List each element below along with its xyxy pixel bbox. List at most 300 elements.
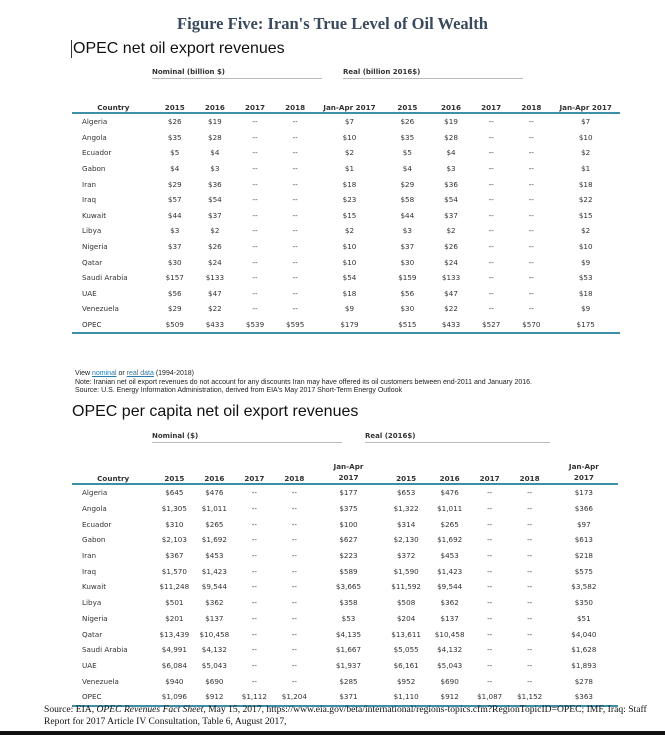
value-cell: -- xyxy=(292,257,298,267)
value-cell: -- xyxy=(528,164,534,174)
value-cell: $1,893 xyxy=(571,660,597,670)
country-name: Algeria xyxy=(82,117,108,127)
value-cell: $3 xyxy=(170,226,180,236)
table-row xyxy=(72,270,620,286)
value-cell: $1,096 xyxy=(161,692,187,702)
country-name: Qatar xyxy=(82,257,103,267)
value-cell: $2,130 xyxy=(393,535,419,545)
value-cell: $35 xyxy=(167,132,182,142)
value-cell: $7 xyxy=(581,117,591,127)
country-name: UAE xyxy=(82,660,97,670)
value-cell: -- xyxy=(528,210,534,220)
value-cell: $372 xyxy=(396,551,416,561)
value-cell: -- xyxy=(528,257,534,267)
value-cell: -- xyxy=(528,288,534,298)
value-cell: -- xyxy=(291,551,297,561)
value-cell: $508 xyxy=(396,598,416,608)
value-cell: $19 xyxy=(444,117,458,127)
value-cell: $4,040 xyxy=(571,629,597,639)
country-name: Iran xyxy=(82,179,97,189)
table-row xyxy=(72,239,620,255)
country-name: Angola xyxy=(82,132,107,142)
country-name: Iran xyxy=(82,551,97,561)
value-cell: $6,084 xyxy=(161,660,187,670)
value-cell: -- xyxy=(292,210,298,220)
value-cell: $53 xyxy=(341,613,356,623)
value-cell: -- xyxy=(488,148,494,158)
value-cell: -- xyxy=(527,535,533,545)
value-cell: -- xyxy=(527,613,533,623)
value-cell: -- xyxy=(528,179,534,189)
value-cell: $36 xyxy=(444,179,458,189)
value-cell: $137 xyxy=(440,613,459,623)
value-cell: -- xyxy=(251,535,257,545)
value-cell: $3,582 xyxy=(571,582,597,592)
value-cell: -- xyxy=(292,242,298,252)
value-cell: -- xyxy=(251,566,257,576)
value-cell: $201 xyxy=(165,613,184,623)
value-cell: -- xyxy=(251,676,257,686)
source-text: Source: U.S. Energy Information Administration, derived from EIA's May 2017 Short-Term Energy Outlook xyxy=(75,387,402,394)
value-cell: $11,592 xyxy=(391,582,421,592)
value-cell: -- xyxy=(488,273,494,283)
value-cell: -- xyxy=(487,582,493,592)
value-cell: $18 xyxy=(342,179,357,189)
value-cell: $6,161 xyxy=(393,660,419,670)
value-cell: $3 xyxy=(210,164,220,174)
value-cell: $278 xyxy=(574,676,593,686)
value-cell: $350 xyxy=(574,598,593,608)
value-cell: $13,611 xyxy=(391,629,421,639)
value-cell: -- xyxy=(252,179,258,189)
value-cell: $18 xyxy=(578,288,593,298)
value-cell: -- xyxy=(487,535,493,545)
country-name: Ecuador xyxy=(82,148,112,158)
table1-notes xyxy=(75,370,635,396)
value-cell: $2 xyxy=(446,226,456,236)
value-cell: $10 xyxy=(342,257,357,267)
value-cell: $54 xyxy=(342,273,357,283)
value-cell: -- xyxy=(487,629,493,639)
value-cell: $1 xyxy=(581,164,591,174)
value-cell: -- xyxy=(291,566,297,576)
value-cell: -- xyxy=(528,273,534,283)
value-cell: $3 xyxy=(402,226,412,236)
header-cell: 2018 xyxy=(284,474,305,483)
value-cell: $218 xyxy=(574,551,593,561)
table1 xyxy=(72,98,620,334)
value-cell: $47 xyxy=(208,288,222,298)
value-cell: -- xyxy=(488,304,494,314)
value-cell: -- xyxy=(488,117,494,127)
value-cell: $54 xyxy=(208,195,222,205)
value-cell: $223 xyxy=(339,551,358,561)
value-cell: $285 xyxy=(339,676,358,686)
value-cell: $4 xyxy=(402,164,412,174)
header-cell: 2018 xyxy=(285,103,306,112)
country-name: Algeria xyxy=(82,488,108,498)
value-cell: -- xyxy=(251,629,257,639)
country-name: Venezuela xyxy=(82,304,119,314)
country-name: Kuwait xyxy=(82,582,107,592)
value-cell: $358 xyxy=(339,598,358,608)
value-cell: $29 xyxy=(400,179,415,189)
value-cell: $26 xyxy=(444,242,458,252)
country-name: Saudi Arabia xyxy=(82,273,128,283)
value-cell: $4 xyxy=(170,164,180,174)
value-cell: $453 xyxy=(440,551,459,561)
value-cell: $53 xyxy=(578,273,593,283)
value-cell: $310 xyxy=(165,519,184,529)
value-cell: $23 xyxy=(342,195,357,205)
value-cell: $5 xyxy=(170,148,180,158)
table-row xyxy=(72,145,620,161)
value-cell: -- xyxy=(292,195,298,205)
header-cell: Jan-Apr 2017 xyxy=(559,103,612,112)
table-row xyxy=(72,532,618,548)
header-cell: 2018 xyxy=(519,474,540,483)
header-cell: 2015 xyxy=(396,474,417,483)
value-cell: $44 xyxy=(167,210,182,220)
value-cell: $1,011 xyxy=(437,504,463,514)
value-cell: -- xyxy=(251,613,257,623)
value-cell: $4,135 xyxy=(335,629,362,639)
value-cell: -- xyxy=(291,598,297,608)
value-cell: -- xyxy=(488,226,494,236)
value-cell: $22 xyxy=(578,195,593,205)
value-cell: $4 xyxy=(446,148,456,158)
or-text: or xyxy=(116,370,127,377)
value-cell: $37 xyxy=(400,242,415,252)
value-cell: -- xyxy=(292,288,298,298)
header-cell: 2017 xyxy=(479,474,500,483)
value-cell: $133 xyxy=(441,273,461,283)
value-cell: $589 xyxy=(339,566,358,576)
table-row xyxy=(72,113,620,130)
value-cell: -- xyxy=(487,519,493,529)
value-cell: $627 xyxy=(339,535,358,545)
value-cell: $22 xyxy=(208,304,222,314)
value-cell: -- xyxy=(527,660,533,670)
table-row xyxy=(72,579,618,595)
value-cell: $19 xyxy=(208,117,222,127)
value-cell: -- xyxy=(527,504,533,514)
country-name: Gabon xyxy=(82,535,106,545)
value-cell: $1,667 xyxy=(335,645,362,655)
country-name: Iraq xyxy=(82,566,97,576)
value-cell: $1,423 xyxy=(201,566,227,576)
view-data-line xyxy=(75,370,635,379)
value-cell: $30 xyxy=(167,257,182,267)
value-cell: -- xyxy=(252,304,258,314)
value-cell: $18 xyxy=(578,179,593,189)
value-cell: $509 xyxy=(165,320,184,330)
value-cell: -- xyxy=(251,598,257,608)
value-cell: -- xyxy=(252,210,258,220)
value-cell: $24 xyxy=(208,257,222,267)
value-cell: -- xyxy=(487,645,493,655)
country-name: Nigeria xyxy=(82,613,108,623)
value-cell: -- xyxy=(527,488,533,498)
value-cell: -- xyxy=(251,660,257,670)
value-cell: -- xyxy=(487,676,493,686)
real-data-link[interactable]: real data xyxy=(126,370,154,377)
value-cell: $9 xyxy=(581,304,591,314)
citation-prefix: Source: EIA, xyxy=(44,704,97,715)
header-cell: 2016 xyxy=(441,103,462,112)
value-cell: -- xyxy=(291,582,297,592)
value-cell: $1,112 xyxy=(241,692,267,702)
value-cell: -- xyxy=(251,582,257,592)
value-cell: -- xyxy=(252,132,258,142)
country-name: Ecuador xyxy=(82,519,112,529)
value-cell: -- xyxy=(251,645,257,655)
table-row xyxy=(72,254,620,270)
country-name: Angola xyxy=(82,504,107,514)
value-cell: $1,110 xyxy=(393,692,419,702)
table2-group-nominal: Nominal ($) xyxy=(152,432,342,443)
value-cell: $37 xyxy=(167,242,182,252)
value-cell: -- xyxy=(487,566,493,576)
value-cell: $204 xyxy=(396,613,416,623)
value-cell: -- xyxy=(527,629,533,639)
value-cell: $1,692 xyxy=(201,535,227,545)
value-cell: $9 xyxy=(581,257,591,267)
value-cell: $175 xyxy=(576,320,595,330)
value-cell: $1,590 xyxy=(393,566,419,576)
value-cell: $133 xyxy=(205,273,225,283)
country-name: OPEC xyxy=(82,692,102,702)
value-cell: $30 xyxy=(400,257,415,267)
value-cell: -- xyxy=(528,132,534,142)
header-country: Country xyxy=(97,474,130,483)
header-cell: Jan-Apr 2017 xyxy=(568,462,599,482)
value-cell: -- xyxy=(527,598,533,608)
table-row xyxy=(72,611,618,627)
header-cell: 2016 xyxy=(204,103,225,112)
value-cell: -- xyxy=(292,117,298,127)
total-row xyxy=(72,317,620,334)
value-cell: $265 xyxy=(205,519,224,529)
table2-group-real: Real (2016$) xyxy=(365,432,550,443)
value-cell: $613 xyxy=(574,535,593,545)
figure-title: Figure Five: Iran's True Level of Oil Wealth xyxy=(177,14,488,33)
table2 xyxy=(72,447,618,707)
table-row xyxy=(72,642,618,658)
value-cell: -- xyxy=(291,629,297,639)
value-cell: $1,011 xyxy=(201,504,227,514)
value-cell: $375 xyxy=(339,504,358,514)
header-cell: 2016 xyxy=(204,474,225,483)
value-cell: $56 xyxy=(400,288,415,298)
table-row xyxy=(72,223,620,239)
page-bottom-edge xyxy=(0,731,665,735)
value-cell: $367 xyxy=(165,551,184,561)
country-name: Saudi Arabia xyxy=(82,645,128,655)
value-cell: $10 xyxy=(342,132,357,142)
value-cell: $653 xyxy=(396,488,416,498)
value-cell: $366 xyxy=(574,504,593,514)
value-cell: -- xyxy=(527,566,533,576)
value-cell: $9,544 xyxy=(437,582,463,592)
value-cell: $645 xyxy=(165,488,184,498)
value-cell: -- xyxy=(528,242,534,252)
value-cell: -- xyxy=(487,613,493,623)
header-country: Country xyxy=(97,103,130,112)
value-cell: -- xyxy=(488,132,494,142)
value-cell: $4 xyxy=(210,148,220,158)
table-row xyxy=(72,563,618,579)
value-cell: -- xyxy=(488,288,494,298)
table-row xyxy=(72,626,618,642)
value-cell: -- xyxy=(252,164,258,174)
value-cell: $1 xyxy=(344,164,355,174)
value-cell: -- xyxy=(291,613,297,623)
country-name: Kuwait xyxy=(82,210,107,220)
value-cell: $539 xyxy=(245,320,265,330)
value-cell: -- xyxy=(527,676,533,686)
value-cell: -- xyxy=(488,195,494,205)
value-cell: -- xyxy=(251,519,257,529)
view-prefix: View xyxy=(75,370,92,377)
value-cell: -- xyxy=(291,519,297,529)
country-name: Libya xyxy=(82,226,102,236)
value-cell: $912 xyxy=(440,692,459,702)
value-cell: $37 xyxy=(444,210,458,220)
value-cell: $690 xyxy=(440,676,459,686)
value-cell: $2 xyxy=(344,148,355,158)
value-cell: $137 xyxy=(205,613,224,623)
table-row xyxy=(72,192,620,208)
country-name: Gabon xyxy=(82,164,106,174)
value-cell: $9 xyxy=(344,304,355,314)
header-cell: 2017 xyxy=(245,103,266,112)
table-row xyxy=(72,673,618,689)
value-cell: $690 xyxy=(205,676,224,686)
table2-title: OPEC per capita net oil export revenues xyxy=(72,403,359,420)
value-cell: $1,322 xyxy=(393,504,419,514)
value-cell: $940 xyxy=(165,676,184,686)
table-row xyxy=(72,658,618,674)
header-cell: 2015 xyxy=(164,474,185,483)
value-cell: $26 xyxy=(167,117,182,127)
value-cell: -- xyxy=(252,148,258,158)
value-cell: $362 xyxy=(440,598,459,608)
header-row xyxy=(72,98,620,113)
value-cell: -- xyxy=(487,504,493,514)
value-cell: $159 xyxy=(398,273,417,283)
value-cell: -- xyxy=(292,304,298,314)
value-cell: -- xyxy=(291,488,297,498)
value-cell: $4,132 xyxy=(437,645,463,655)
header-cell: 2015 xyxy=(164,103,185,112)
value-cell: $29 xyxy=(167,179,182,189)
value-cell: $575 xyxy=(574,566,593,576)
value-cell: -- xyxy=(291,660,297,670)
value-cell: $57 xyxy=(167,195,182,205)
value-cell: $952 xyxy=(396,676,416,686)
table-row xyxy=(72,516,618,532)
header-row xyxy=(72,447,618,484)
value-cell: $2 xyxy=(581,226,591,236)
table-row xyxy=(72,208,620,224)
value-cell: $100 xyxy=(339,519,358,529)
value-cell: $527 xyxy=(482,320,501,330)
value-cell: $2 xyxy=(344,226,355,236)
value-cell: $362 xyxy=(205,598,224,608)
value-cell: $29 xyxy=(167,304,182,314)
table-row xyxy=(72,484,618,501)
source-citation xyxy=(44,704,664,728)
value-cell: $4,991 xyxy=(161,645,187,655)
value-cell: $2,103 xyxy=(161,535,187,545)
citation-title: OPEC Revenues Fact Sheet xyxy=(96,704,204,715)
value-cell: $1,628 xyxy=(571,645,597,655)
value-cell: $37 xyxy=(208,210,222,220)
value-cell: -- xyxy=(487,660,493,670)
country-name: Nigeria xyxy=(82,242,108,252)
value-cell: $10 xyxy=(578,242,593,252)
nominal-data-link[interactable]: nominal xyxy=(92,370,117,377)
value-cell: -- xyxy=(292,148,298,158)
value-cell: $15 xyxy=(578,210,593,220)
country-name: Venezuela xyxy=(82,676,119,686)
header-cell: 2018 xyxy=(521,103,542,112)
header-cell: 2015 xyxy=(397,103,418,112)
value-cell: $30 xyxy=(400,304,415,314)
value-cell: -- xyxy=(292,273,298,283)
value-cell: $515 xyxy=(398,320,417,330)
value-cell: $363 xyxy=(574,692,593,702)
header-cell: 2017 xyxy=(244,474,265,483)
value-cell: $1,152 xyxy=(517,692,543,702)
value-cell: -- xyxy=(527,551,533,561)
value-cell: $1,087 xyxy=(477,692,503,702)
value-cell: -- xyxy=(252,288,258,298)
value-cell: -- xyxy=(292,179,298,189)
value-cell: $371 xyxy=(339,692,358,702)
value-cell: -- xyxy=(252,195,258,205)
value-cell: -- xyxy=(291,504,297,514)
value-cell: $433 xyxy=(205,320,225,330)
value-cell: $476 xyxy=(205,488,224,498)
value-cell: -- xyxy=(488,242,494,252)
value-cell: $157 xyxy=(165,273,184,283)
value-cell: -- xyxy=(488,164,494,174)
value-cell: -- xyxy=(488,210,494,220)
view-suffix: (1994-2018) xyxy=(153,370,194,377)
value-cell: $173 xyxy=(574,488,593,498)
value-cell: $22 xyxy=(444,304,458,314)
value-cell: $4,132 xyxy=(201,645,227,655)
header-cell: 2016 xyxy=(439,474,460,483)
value-cell: $595 xyxy=(286,320,305,330)
table-row xyxy=(72,176,620,192)
table-row xyxy=(72,130,620,146)
value-cell: -- xyxy=(252,242,258,252)
value-cell: $5,043 xyxy=(201,660,227,670)
value-cell: -- xyxy=(252,273,258,283)
value-cell: $18 xyxy=(342,288,357,298)
value-cell: $36 xyxy=(208,179,222,189)
value-cell: -- xyxy=(487,488,493,498)
table-row xyxy=(72,301,620,317)
value-cell: -- xyxy=(527,519,533,529)
value-cell: -- xyxy=(252,226,258,236)
value-cell: $453 xyxy=(205,551,224,561)
value-cell: $433 xyxy=(441,320,461,330)
value-cell: -- xyxy=(487,551,493,561)
